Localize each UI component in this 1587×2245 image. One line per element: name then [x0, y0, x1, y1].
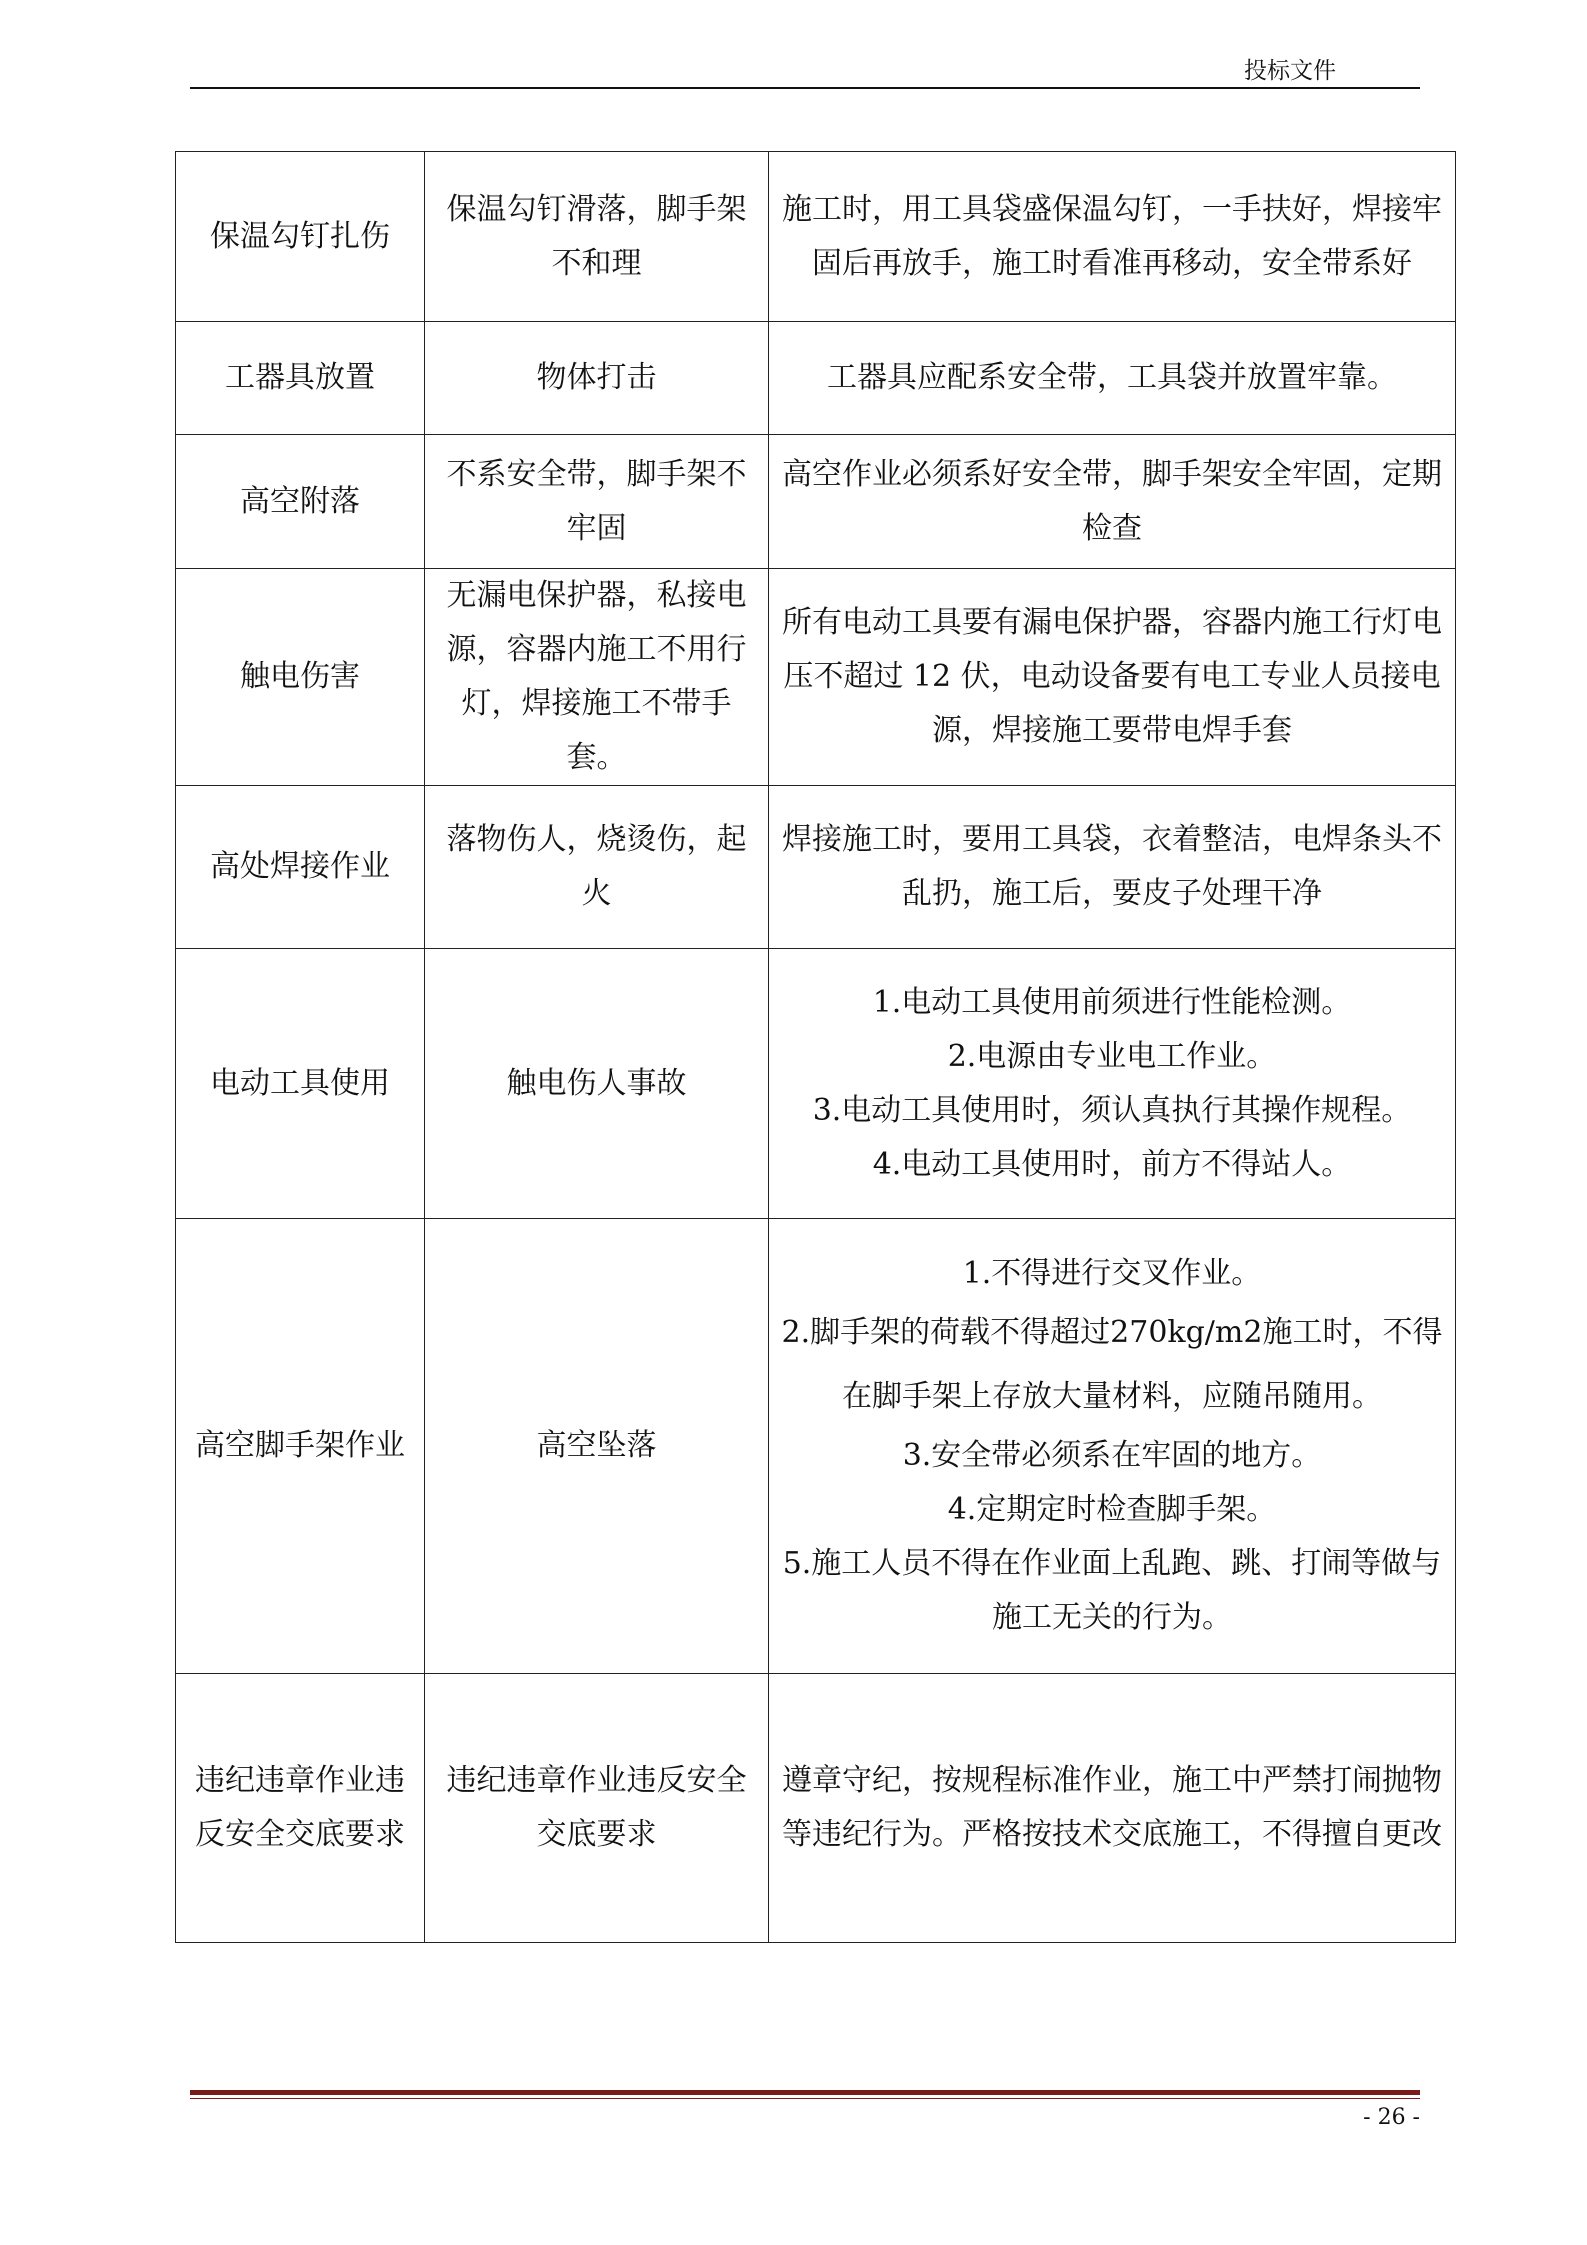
measure-line: 3.安全带必须系在牢固的地方。 — [902, 1438, 1322, 1473]
measure-line: 1.不得进行交叉作业。 — [962, 1256, 1262, 1291]
measure-line: 2.电源由专业电工作业。 — [947, 1038, 1277, 1074]
table-row — [176, 152, 1456, 322]
measure-line: 2.脚手架的荷载不得超过270kg/m2施工时，不得在脚手架上存放大量材料，应随吊随用。 — [781, 1315, 1443, 1414]
table-row — [176, 786, 1456, 949]
cause-cell: 物体打击 — [425, 322, 769, 435]
measure-cell: 施工时，用工具袋盛保温勾钉，一手扶好，焊接牢固后再放手，施工时看准再移动，安全带系好 — [769, 152, 1456, 322]
table-row — [176, 1219, 1456, 1674]
hazard-cell: 违纪违章作业违反安全交底要求 — [176, 1674, 425, 1943]
header-rule — [190, 87, 1420, 89]
measure-cell — [769, 1219, 1456, 1674]
hazard-cell: 触电伤害 — [176, 569, 425, 786]
header-title: 投标文件 — [1244, 58, 1336, 84]
cause-cell: 高空坠落 — [425, 1219, 769, 1674]
measure-cell — [769, 949, 1456, 1219]
footer-rule — [190, 2090, 1420, 2095]
measure-line: 4.电动工具使用时，前方不得站人。 — [872, 1146, 1352, 1182]
table-row — [176, 1674, 1456, 1943]
table-row — [176, 322, 1456, 435]
table-row — [176, 569, 1456, 786]
measure-line: 3.电动工具使用时，须认真执行其操作规程。 — [812, 1092, 1412, 1128]
measure-cell: 高空作业必须系好安全带，脚手架安全牢固，定期检查 — [769, 435, 1456, 569]
cause-cell: 落物伤人，烧烫伤，起火 — [425, 786, 769, 949]
hazard-cell: 高空脚手架作业 — [176, 1219, 425, 1674]
cause-cell: 无漏电保护器，私接电源，容器内施工不用行灯，焊接施工不带手套。 — [425, 569, 769, 786]
measure-line: 5.施工人员不得在作业面上乱跑、跳、打闹等做与施工无关的行为。 — [782, 1546, 1442, 1635]
footer-rule-thin — [190, 2098, 1420, 2099]
hazard-cell: 高处焊接作业 — [176, 786, 425, 949]
page-number: - 26 - — [1363, 2105, 1420, 2130]
table-row — [176, 949, 1456, 1219]
risk-table — [175, 151, 1456, 1943]
measure-cell: 所有电动工具要有漏电保护器，容器内施工行灯电压不超过 12 伏，电动设备要有电工专业人员接电源，焊接施工要带电焊手套 — [769, 569, 1456, 786]
hazard-cell: 高空附落 — [176, 435, 425, 569]
cause-cell: 保温勾钉滑落，脚手架不和理 — [425, 152, 769, 322]
cause-cell: 触电伤人事故 — [425, 949, 769, 1219]
table-row — [176, 435, 1456, 569]
cause-cell: 违纪违章作业违反安全交底要求 — [425, 1674, 769, 1943]
cause-cell: 不系安全带，脚手架不牢固 — [425, 435, 769, 569]
measure-cell: 焊接施工时，要用工具袋，衣着整洁，电焊条头不乱扔，施工后，要皮子处理干净 — [769, 786, 1456, 949]
hazard-cell: 电动工具使用 — [176, 949, 425, 1219]
measure-line: 1.电动工具使用前须进行性能检测。 — [872, 984, 1352, 1020]
measure-cell: 遵章守纪，按规程标准作业，施工中严禁打闹抛物等违纪行为。严格按技术交底施工，不得擅自更改 — [769, 1674, 1456, 1943]
measure-line: 4.定期定时检查脚手架。 — [947, 1492, 1277, 1527]
measure-cell: 工器具应配系安全带，工具袋并放置牢靠。 — [769, 322, 1456, 435]
hazard-cell: 工器具放置 — [176, 322, 425, 435]
hazard-cell: 保温勾钉扎伤 — [176, 152, 425, 322]
